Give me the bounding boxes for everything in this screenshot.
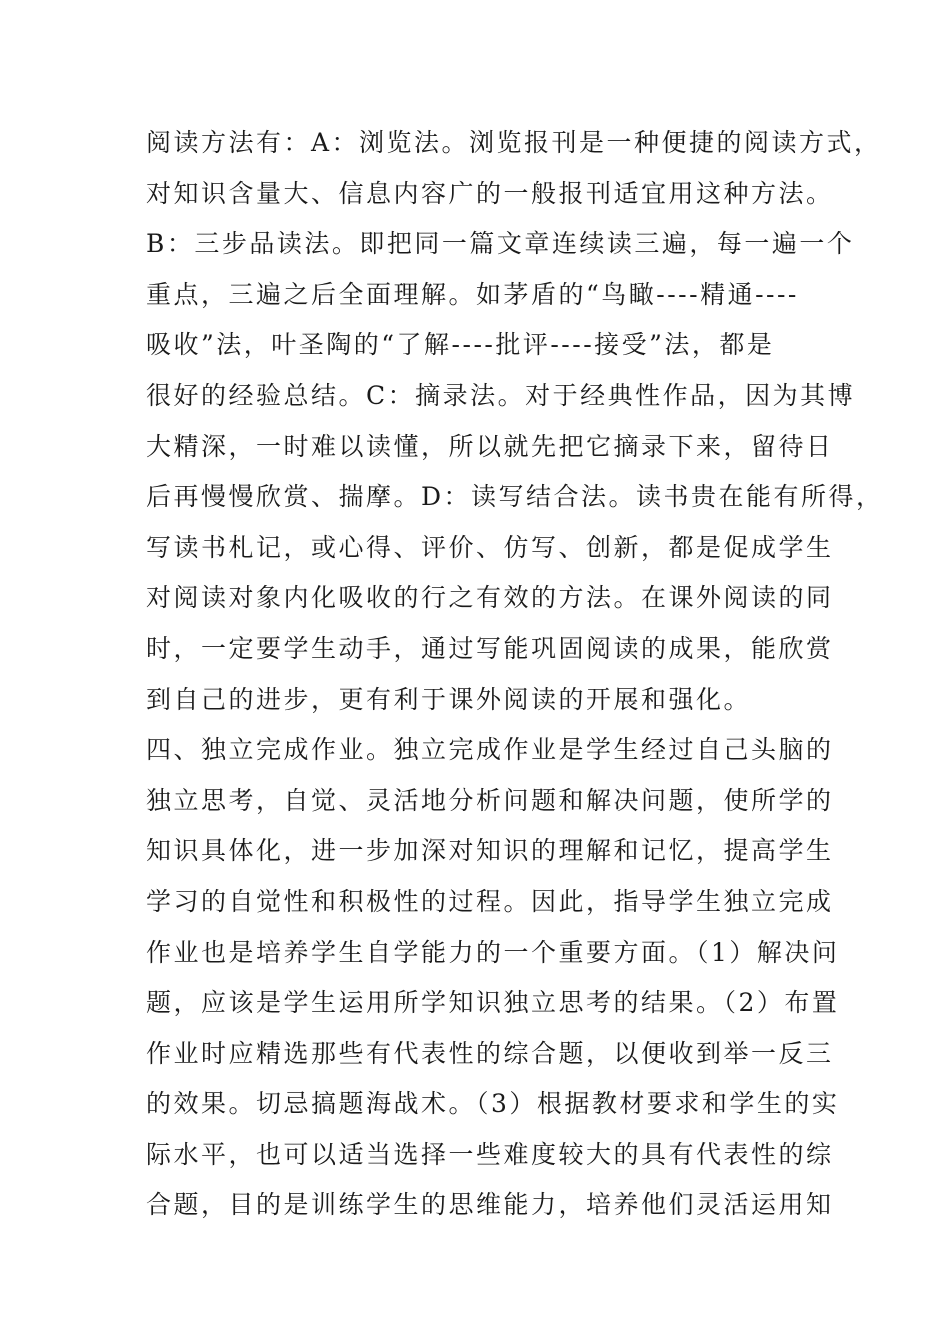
text-line: B：三步品读法。即把同一篇文章连续读三遍，每一遍一个 [146, 229, 855, 259]
text-line: 独立思考，自觉、灵活地分析问题和解决问题，使所学的 [146, 785, 834, 815]
text-line: 大精深，一时难以读懂，所以就先把它摘录下来，留待日 [146, 431, 834, 461]
text-line: 四、独立完成作业。独立完成作业是学生经过自己头脑的 [146, 735, 834, 765]
text-line: 际水平，也可以适当选择一些难度较大的具有代表性的综 [146, 1139, 834, 1169]
text-line: 知识具体化，进一步加深对知识的理解和记忆，提高学生 [146, 836, 834, 866]
text-line: 写读书札记，或心得、评价、仿写、创新，都是促成学生 [146, 532, 834, 562]
text-line: 作业也是培养学生自学能力的一个重要方面。（1）解决问 [146, 937, 840, 967]
body-text [146, 126, 884, 1239]
text-line: 题，应该是学生运用所学知识独立思考的结果。（2）布置 [146, 988, 840, 1018]
text-line: 对阅读对象内化吸收的行之有效的方法。在课外阅读的同 [146, 583, 834, 613]
text-line: 到自己的进步，更有利于课外阅读的开展和强化。 [146, 684, 752, 714]
text-line: 吸收”法，叶圣陶的“了解----批评----接受”法，都是 [146, 330, 775, 360]
text-line: 合题，目的是训练学生的思维能力，培养他们灵活运用知 [146, 1190, 834, 1220]
text-line: 对知识含量大、信息内容广的一般报刊适宜用这种方法。 [146, 178, 834, 208]
text-line: 时，一定要学生动手，通过写能巩固阅读的成果，能欣赏 [146, 633, 834, 663]
text-line: 重点，三遍之后全面理解。如茅盾的“鸟瞰----精通---- [146, 279, 799, 309]
text-line: 很好的经验总结。C：摘录法。对于经典性作品，因为其博 [146, 380, 856, 410]
text-line: 的效果。切忌搞题海战术。（3）根据教材要求和学生的实 [146, 1089, 840, 1119]
text-line: 阅读方法有：A：浏览法。浏览报刊是一种便捷的阅读方式， [146, 128, 882, 157]
text-line: 作业时应精选那些有代表性的综合题，以便收到举一反三 [146, 1038, 834, 1068]
text-line: 后再慢慢欣赏、揣摩。D：读写结合法。读书贵在能有所得， [146, 482, 884, 512]
text-line: 学习的自觉性和积极性的过程。因此，指导学生独立完成 [146, 886, 834, 916]
